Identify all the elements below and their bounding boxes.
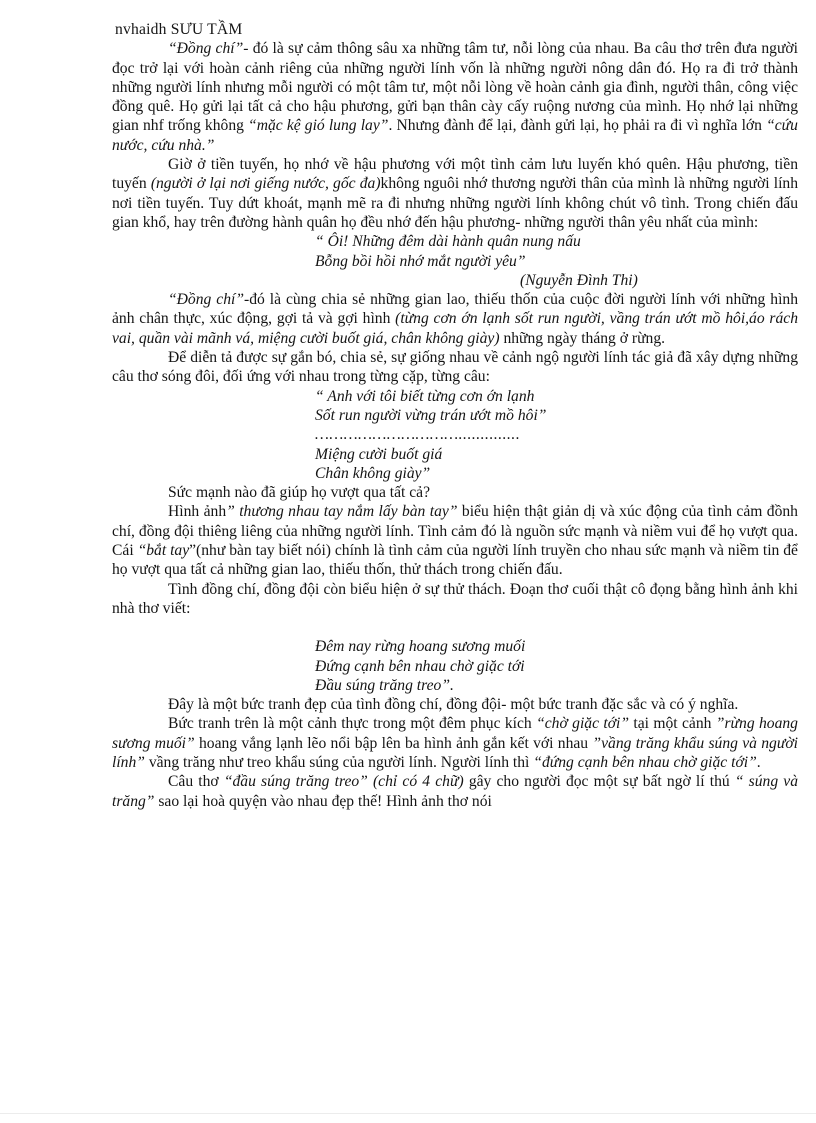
- poem-line: Đêm nay rừng hoang sương muối: [315, 638, 526, 656]
- text-run: sao lại hoà quyện vào nhau đẹp thế! Hình ảnh thơ nói: [154, 792, 492, 810]
- text-run: những ngày tháng ở rừng.: [499, 329, 666, 347]
- text-run: vầng trăng như treo khẩu súng của người lính. Người lính thì: [144, 753, 534, 771]
- text-run: Giờ ở tiền tuyến, họ nhớ về hậu phương với một tình cảm lưu luyến khó quên. Hậu phương, tiền tuyến: [112, 156, 798, 193]
- text-run: Để diễn tả được sự gắn bó, chia sẻ, sự giống nhau về cảnh ngộ người lính tác giả đã xây dựng những câu thơ sóng đôi, đối ứng với nhau trong từng cặp, từng câu:: [112, 349, 798, 386]
- text-run: Đây là một bức tranh đẹp của tình đồng chí, đồng đội- một bức tranh đặc sắc và có ý nghĩa.: [168, 696, 739, 714]
- text-run: - đó là sự cảm thông sâu xa những tâm tư, nỗi lòng của nhau. Ba câu thơ trên đưa người đọc trở lại với hoàn cảnh riêng của những người lính vốn là những người nông dân đó. Họ ra đi trở thành những người lính nhưng mỗi người có một tâm tư, một nỗi lòng về hoàn cảnh gia đình, người thân, công việc đồng quê. Họ gửi lại tất cả cho hậu phương, gửi bạn thân cày cấy ruộng nương của mình. Họ nhớ lại những gian nhf trống không: [112, 40, 798, 135]
- text-run: không nguôi nhớ thương người thân của mình là những người lính nơi tiền tuyến. Tuy dứt khoát, mạnh mẽ ra đi nhưng những người lính không chút vô tình. Trong chiến đấu gian khổ, hay trên đường hành quân họ đều nhớ đến hậu phương- những người thân yêu nhất của mình:: [112, 175, 798, 231]
- poem-block: [112, 232, 798, 290]
- text-run: tại một cảnh: [629, 715, 716, 733]
- italic-quote: (người ở lại nơi giếng nước, gốc đa): [150, 175, 381, 193]
- italic-quote: “Đồng chí”: [168, 291, 245, 309]
- paragraph: [112, 502, 798, 579]
- paragraph: [112, 290, 798, 348]
- text-run: gây cho người đọc một sự bất ngờ lí thú: [463, 773, 735, 791]
- paragraph: [112, 155, 798, 232]
- italic-quote: “cứu nước, cứu nhà.”: [112, 117, 798, 154]
- poem-line: Miệng cười buốt giá: [315, 445, 443, 463]
- italic-quote: ” thương nhau tay nắm lấy bàn tay”: [226, 503, 458, 521]
- text-run: Sức mạnh nào đã giúp họ vượt qua tất cả?: [168, 484, 431, 502]
- poem-block: [112, 637, 798, 695]
- paragraph: [112, 483, 798, 502]
- paragraph: [112, 580, 798, 619]
- text-run: . Nhưng đành để lại, đành gửi lại, họ phải ra đi vì nghĩa lớn: [388, 117, 767, 135]
- paragraph: [112, 39, 798, 155]
- poem-line: “ Anh với tôi biết từng cơn ớn lạnh: [315, 387, 535, 405]
- italic-quote: “Đồng chí”: [168, 40, 244, 58]
- italic-quote: “đứng cạnh bên nhau chờ giặc tới”: [533, 753, 757, 771]
- italic-quote: “chờ giặc tới”: [536, 715, 630, 733]
- paragraph: [112, 772, 798, 811]
- text-run: Hình ảnh: [168, 503, 227, 521]
- poem-line: Bỗng bồi hồi nhớ mắt người yêu”: [315, 252, 526, 270]
- text-run: Câu thơ: [168, 773, 224, 791]
- italic-quote: ”vầng trăng khẩu súng và người lính”: [112, 734, 799, 771]
- ellipsis-line: …………………………..............: [315, 426, 521, 444]
- italic-quote: (từng cơn ớn lạnh sốt run người, vầng trán ướt mồ hôi,áo rách vai, quần vài mãnh vá, miệng cười buốt giá, chân không giày): [112, 310, 798, 347]
- paragraph: [112, 695, 798, 714]
- italic-quote: “mặc kệ gió lung lay”: [248, 117, 389, 135]
- poem-line: Chân không giày”: [315, 464, 431, 482]
- poem-line: Đứng cạnh bên nhau chờ giặc tới: [315, 657, 525, 675]
- blank-line: [112, 618, 798, 637]
- text-run: Tình đồng chí, đồng đội còn biểu hiện ở sự thử thách. Đoạn thơ cuối thật cô đọng bằng hình ảnh khi nhà thơ viết:: [112, 580, 798, 617]
- italic-quote: ”rừng hoang sương muối”: [112, 715, 798, 752]
- text-run: -đó là cùng chia sẻ những gian lao, thiếu thốn của cuộc đời người lính với những hình ảnh chân thực, xúc động, gợi tả và gợi hình: [112, 291, 799, 328]
- document-page: [112, 20, 798, 811]
- page-header: nvhaidh SƯU TẦM: [115, 21, 243, 38]
- page-bottom-rule: [0, 1113, 816, 1114]
- poem-line: “ Ôi! Những đêm dài hành quân nung nấu: [315, 233, 581, 251]
- text-run: biểu hiện thật giản dị và xúc động của tình cảm đồnh chí, đồng đội thiêng liêng của những người lính. Tình cảm đó là nguồn sức mạnh và niềm vui để họ vượt qua. Cái: [112, 503, 798, 560]
- poem-line: Sốt run người vừng trán ướt mồ hôi”: [315, 406, 547, 424]
- poem-block: [112, 387, 798, 483]
- italic-quote: “ súng và trăng”: [112, 773, 799, 810]
- text-run: .: [756, 753, 761, 771]
- text-run: Bức tranh trên là một cảnh thực trong một đêm phục kích: [168, 715, 537, 733]
- poem-line: Đầu súng trăng treo”.: [315, 676, 454, 694]
- text-run: ”(như bàn tay biết nói) chính là tình cảm của người lính truyền cho nhau sức mạnh và niềm tin để họ vượt qua tất cả những gian lao, thiếu thốn, thử thách trong chiến đấu.: [112, 542, 798, 579]
- paragraph: [112, 714, 798, 772]
- paragraph: [112, 348, 798, 387]
- document-body: [112, 39, 798, 811]
- italic-quote: “bắt tay: [137, 542, 190, 560]
- text-run: hoang vắng lạnh lẽo nổi bập lên ba hình ảnh gắn kết với nhau: [194, 734, 593, 752]
- poem-author: (Nguyễn Đình Thi): [520, 271, 638, 289]
- italic-quote: “đầu súng trăng treo” (chỉ có 4 chữ): [223, 773, 464, 791]
